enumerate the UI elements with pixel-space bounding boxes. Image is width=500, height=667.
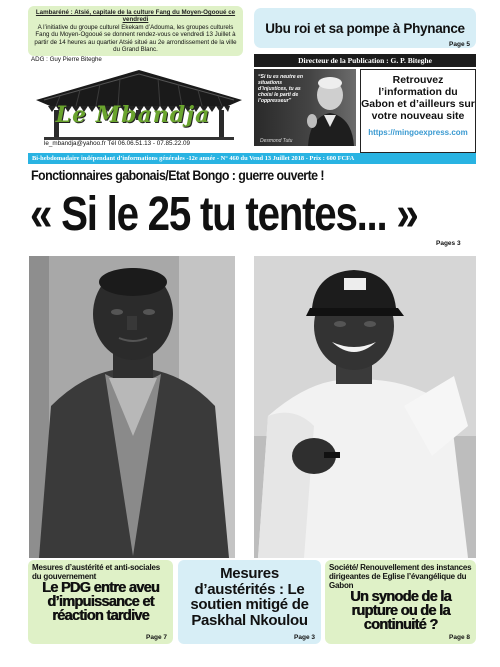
masthead-logo-title: Le Mbandja (55, 102, 211, 128)
top-left-news-body: A l’initiative du groupe culturel Ekekam d’Adouma, les groupes culturels Fang du Moyen-Ogooué se donnent rendez-vous ce vendredi 13 Juillet à partir de 14 heures au quartier Atsié situé au 2e arrondissement de la ville du Grand Blanc. (34, 23, 237, 54)
quote-photo (254, 69, 356, 146)
director-bar: Directeur de la Publication : G. P. Biteghe (254, 54, 476, 67)
top-right-teaser-headline: Ubu roi et sa pompe à Phynance (265, 21, 465, 36)
website-promo-text: Retrouvez l’information du Gabon et d’ailleurs sur votre nouveau site (361, 74, 475, 122)
top-left-news-title: Lambaréné : Atsié, capitale de la culture Fang du Moyen-Ogooué ce vendredi (35, 9, 236, 24)
main-kicker: Fonctionnaires gabonais/Etat Bongo : guerre ouverte ! (31, 168, 325, 183)
quote-author: Desmond Tutu (260, 138, 293, 144)
bottom-middle-page: Page 3 (294, 634, 315, 641)
bottom-left-kicker: Mesures d’austérité et anti-sociales du gouvernement (32, 563, 160, 581)
bottom-middle-story[interactable] (178, 560, 321, 644)
bottom-right-page: Page 8 (449, 634, 470, 641)
quote-text: “Si tu es neutre en situations d’injustices, tu as choisi le parti de l’oppresseur” (258, 74, 304, 104)
top-left-news-box (28, 6, 243, 56)
issue-info-bar: Bi-hebdomadaire indépendant d’informations générales -12e année - N° 460 du Vend 13 Juillet 2018 - Prix : 600 FCFA (28, 153, 476, 164)
photo-right-man (254, 256, 476, 558)
contact-line: le_mbandja@yahoo.fr Tél 06.06.51.13 - 07.85.22.09 (44, 140, 190, 147)
website-promo-box[interactable] (360, 69, 476, 153)
bottom-middle-title: Mesures d’austérités : Le soutien mitigé de Paskhal Nkoulou (190, 565, 309, 629)
bottom-right-kicker: Société/ Renouvellement des instances dirigeantes de Eglise l’évangélique du Gabon (329, 563, 472, 590)
website-promo-link[interactable]: https://mingoexpress.com (368, 128, 468, 137)
bottom-left-title: Le PDG entre aveu d’impuissance et réaction tardive (41, 580, 160, 624)
bottom-left-story[interactable] (28, 560, 173, 644)
top-right-teaser-box[interactable] (254, 8, 476, 48)
bottom-right-story[interactable] (325, 560, 476, 644)
photo-credit: ADG : Guy Pierre Biteghe (31, 56, 102, 63)
photo-left-man (29, 256, 235, 558)
top-right-teaser-page: Page 5 (449, 41, 470, 48)
main-headline[interactable]: « Si le 25 tu tentes... » (30, 188, 418, 241)
main-headline-page: Pages 3 (436, 240, 461, 247)
bottom-left-page: Page 7 (146, 634, 167, 641)
bottom-right-title: Un synode de la rupture ou de la continuité ? (350, 589, 451, 633)
portrait-right-icon (254, 256, 476, 558)
portrait-left-icon (29, 256, 235, 558)
